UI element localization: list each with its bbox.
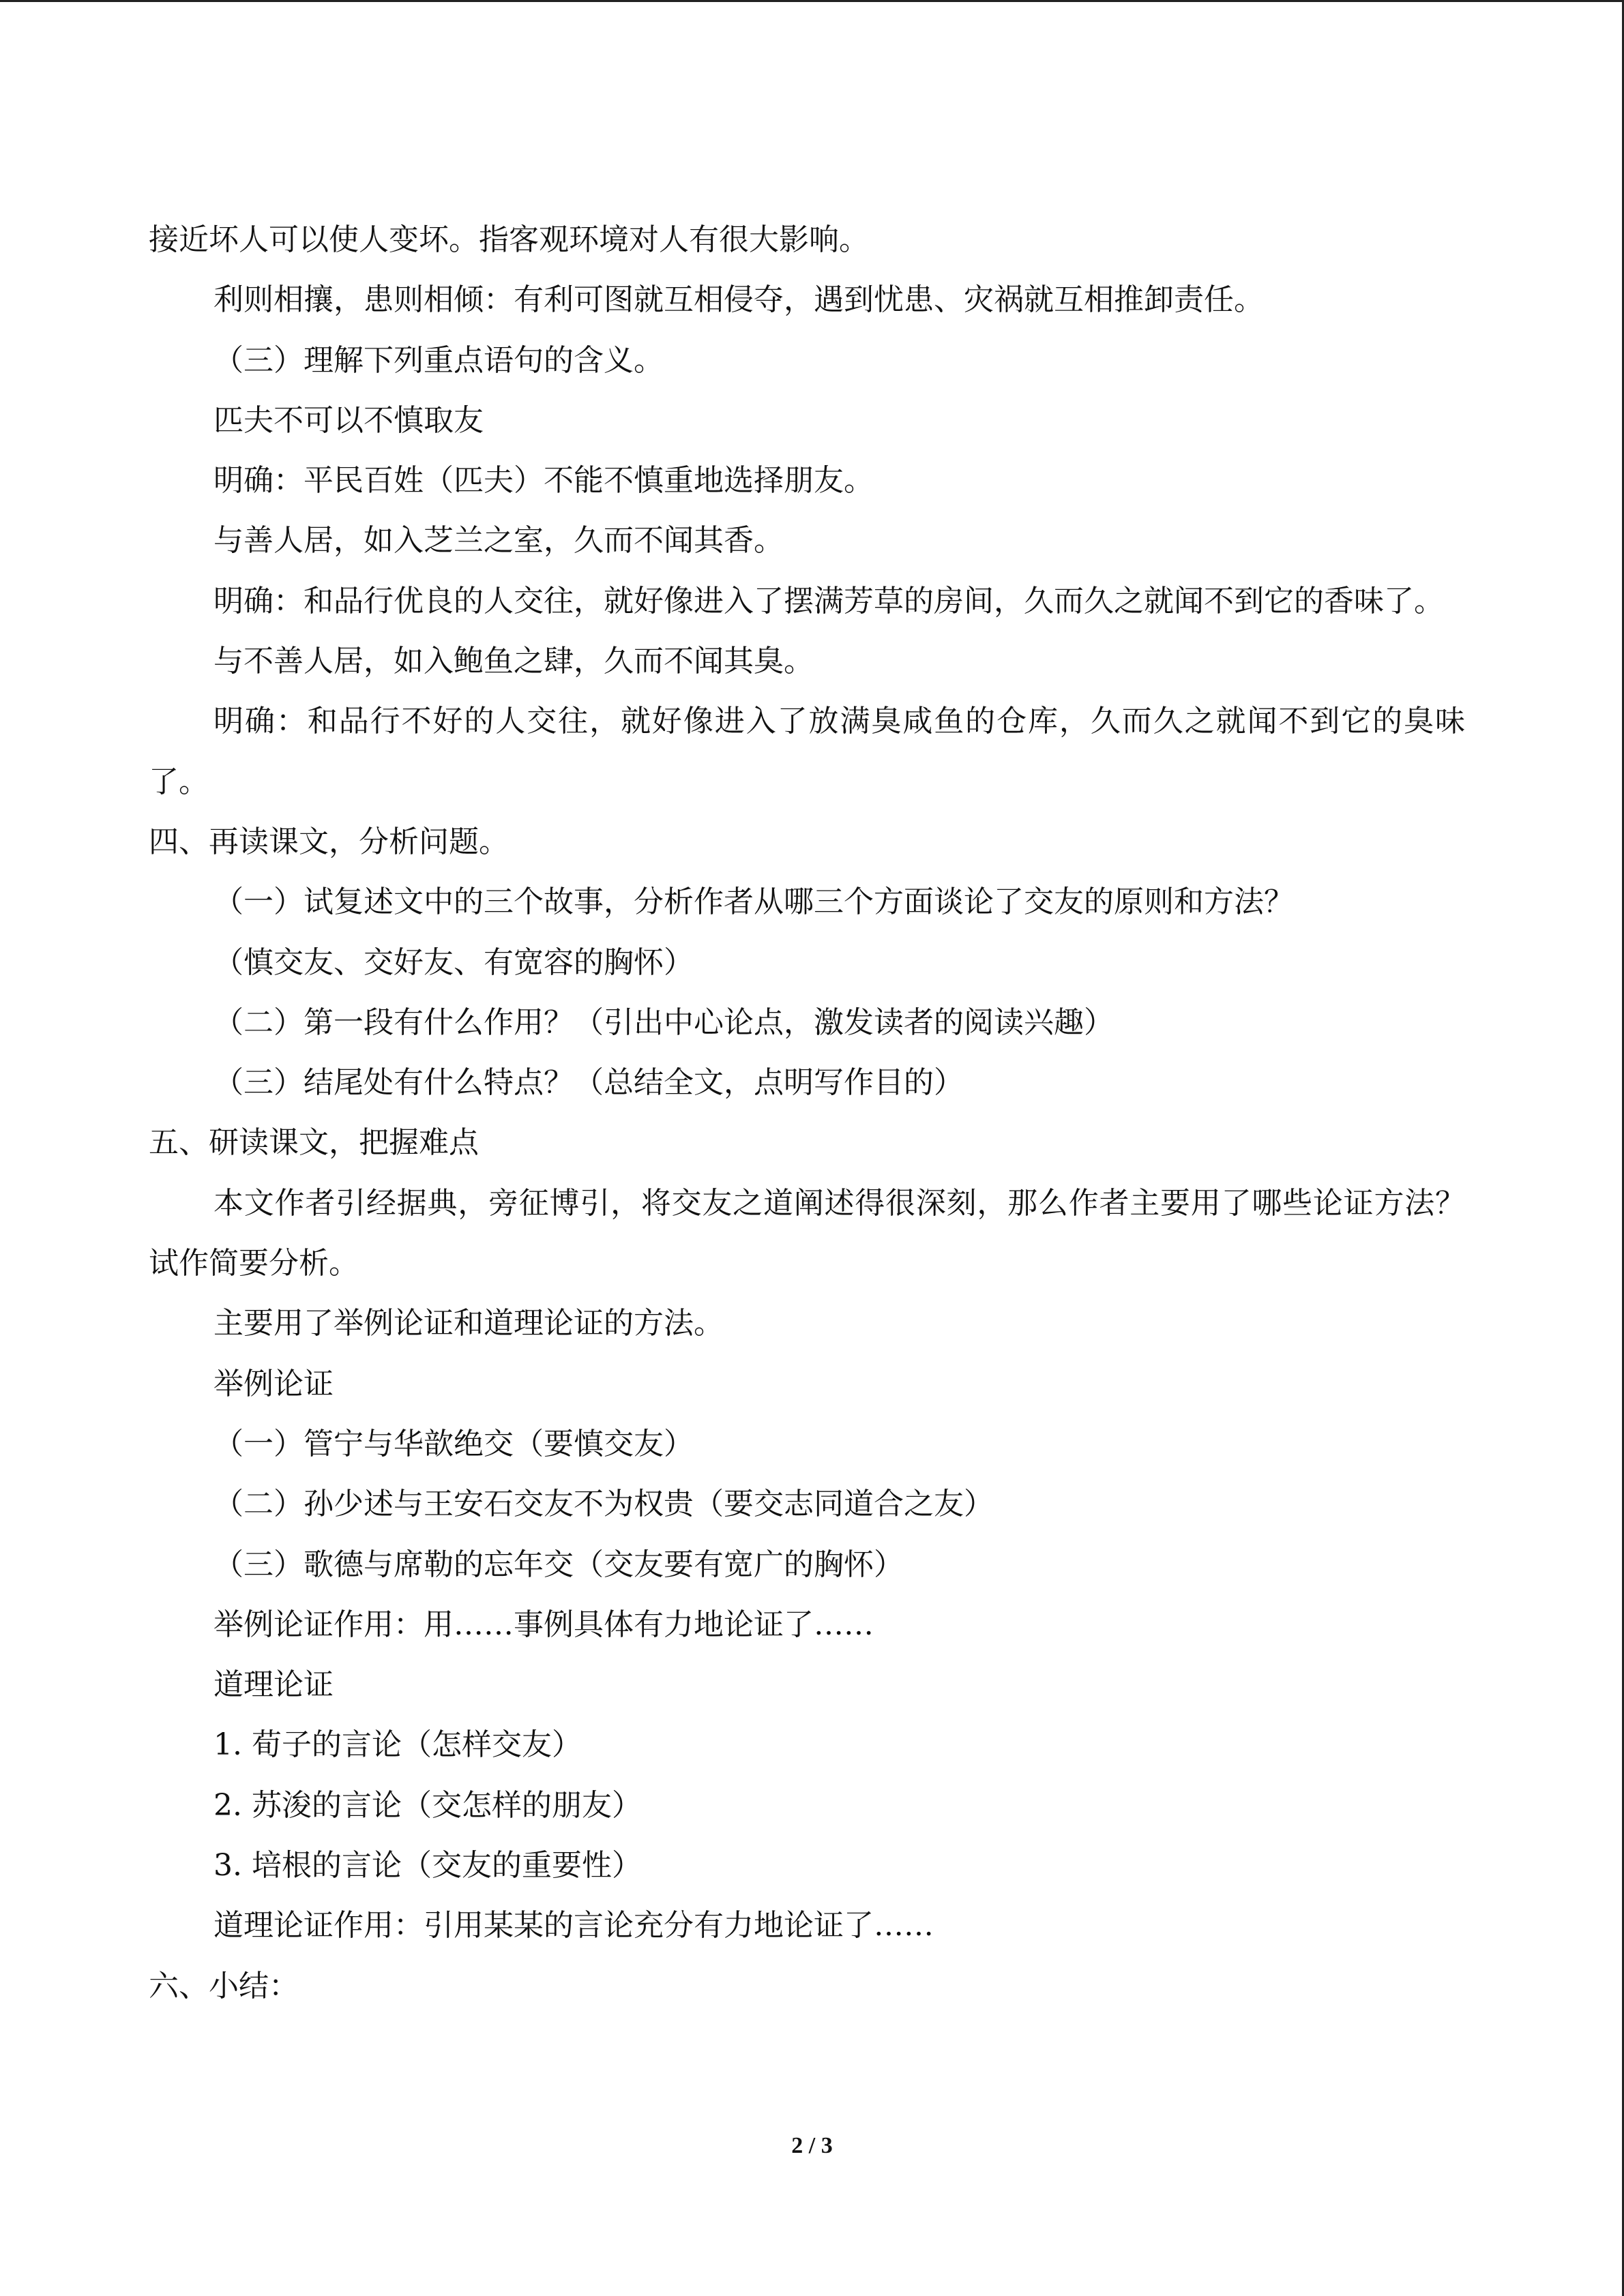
paragraph-line: 举例论证: [213, 1366, 334, 1401]
page-number: 2 / 3: [791, 2133, 833, 2158]
paragraph-line: （一）管宁与华歆绝交（要慎交友）: [213, 1426, 694, 1461]
paragraph-line: （三）结尾处有什么特点？（总结全文，点明写作目的）: [213, 1065, 964, 1101]
paragraph-line: （三）歌德与席勒的忘年交（交友要有宽广的胸怀）: [213, 1547, 904, 1582]
paragraph-line: （一）试复述文中的三个故事，分析作者从哪三个方面谈论了交友的原则和方法？: [213, 884, 1294, 920]
page-content: [149, 210, 1465, 2016]
paragraph-line: （二）孙少述与王安石交友不为权贵（要交志同道合之友）: [213, 1487, 994, 1522]
paragraph-line: 利则相攘，患则相倾：有利可图就互相侵夺，遇到忧患、灾祸就互相推卸责任。: [213, 282, 1264, 318]
paragraph-line: （慎交友、交好友、有宽容的胸怀）: [213, 944, 694, 980]
section-heading: （三）理解下列重点语句的含义。: [213, 342, 664, 378]
paragraph-line: 明确：平民百姓（匹夫）不能不慎重地选择朋友。: [213, 463, 874, 498]
paragraph-line: 举例论证作用：用……事例具体有力地论证了……: [213, 1607, 874, 1642]
paragraph-line: （二）第一段有什么作用？（引出中心论点，激发读者的阅读兴趣）: [213, 1004, 1114, 1040]
section-heading: 四、再读课文，分析问题。: [149, 824, 509, 859]
paragraph-line: 本文作者引经据典，旁征博引，将交友之道阐述得很深刻，那么作者主要用了哪些论证方法？试作简要分析。: [149, 1185, 1465, 1281]
page-top-border: [0, 0, 1624, 2]
section-heading: 五、研读课文，把握难点: [149, 1125, 479, 1161]
paragraph-line: 道理论证作用：引用某某的言论充分有力地论证了……: [213, 1908, 934, 1943]
list-item: 3. 培根的言论（交友的重要性）: [213, 1848, 642, 1883]
paragraph-line: 接近坏人可以使人变坏。指客观环境对人有很大影响。: [149, 222, 869, 257]
list-item: 2. 苏浚的言论（交怎样的朋友）: [213, 1787, 642, 1823]
paragraph-line: 主要用了举例论证和道理论证的方法。: [213, 1306, 724, 1341]
paragraph-line: 匹夫不可以不慎取友: [213, 402, 484, 438]
paragraph-line: 与善人居，如入芝兰之室，久而不闻其香。: [213, 523, 784, 558]
paragraph-line: 道理论证: [213, 1667, 334, 1703]
section-heading: 六、小结：: [149, 1968, 299, 2003]
list-item: 1. 荀子的言论（怎样交友）: [213, 1727, 582, 1763]
paragraph-line: 明确：和品行不好的人交往，就好像进入了放满臭咸鱼的仓库，久而久之就闻不到它的臭味了。: [149, 704, 1465, 799]
paragraph-line: 明确：和品行优良的人交往，就好像进入了摆满芳草的房间，久而久之就闻不到它的香味了。: [213, 583, 1444, 618]
paragraph-line: 与不善人居，如入鲍鱼之肆，久而不闻其臭。: [213, 644, 814, 679]
